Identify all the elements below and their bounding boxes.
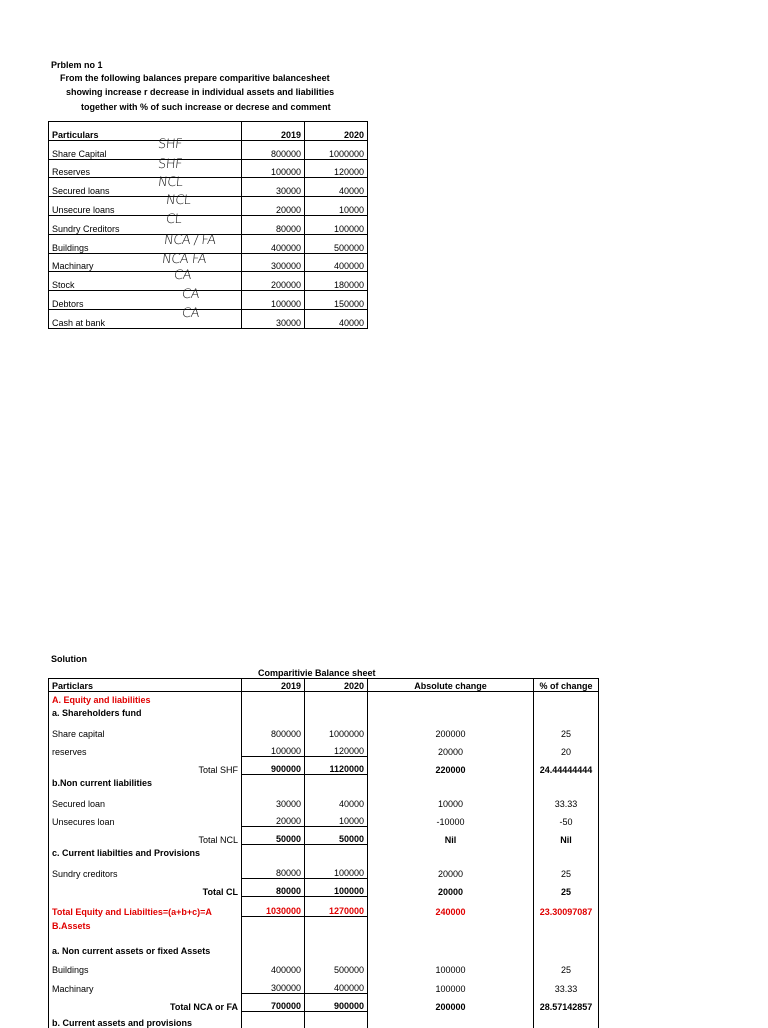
section-heading-row (49, 1012, 599, 1028)
row-2020: 10000 (305, 197, 368, 216)
handwritten-note: NCL (165, 193, 192, 208)
total-label: Total SHF (49, 757, 242, 775)
row-absolute-change: 20000 (368, 858, 534, 879)
total-absolute-change: 220000 (368, 757, 534, 775)
handwritten-note: CA (181, 287, 200, 302)
row-2019: 400000 (242, 234, 305, 253)
row-label: Secured loan (49, 788, 242, 809)
row-2019: 80000 (242, 215, 305, 234)
section-heading-row (49, 845, 599, 858)
header-particulars: Particlars (49, 679, 242, 692)
sheet-title: Comparitivie Balance sheet (258, 668, 376, 678)
row-2020: 40000 (305, 309, 368, 328)
header-2019: 2019 (242, 122, 305, 141)
total-absolute-change: 200000 (368, 994, 534, 1012)
row-percent-change: 25 (534, 858, 599, 879)
handwritten-note: CA (181, 306, 200, 321)
total-percent-change: 28.57142857 (534, 994, 599, 1012)
row-2019: 30000 (242, 788, 305, 809)
handwritten-note: NCA / FA (163, 233, 217, 248)
row-2020: 120000 (305, 159, 368, 178)
row-2019: 30000 (242, 309, 305, 328)
row-label: Buildings (49, 956, 242, 975)
total-row (49, 757, 599, 775)
table-row (49, 956, 599, 975)
row-absolute-change: 10000 (368, 788, 534, 809)
total-percent-change: 24.44444444 (534, 757, 599, 775)
section-heading: a. Shareholders fund (49, 705, 242, 718)
table-row (49, 159, 368, 178)
total-2020: 100000 (305, 879, 368, 897)
row-2019: 200000 (242, 272, 305, 291)
row-2020: 40000 (305, 178, 368, 197)
header-particulars: Particulars (49, 122, 242, 141)
row-2020: 500000 (305, 956, 368, 975)
table-row (49, 178, 368, 197)
problem-line-1: From the following balances prepare comparitive balancesheet (60, 73, 330, 83)
header-2020: 2020 (305, 679, 368, 692)
row-2019: 400000 (242, 956, 305, 975)
handwritten-note: SHF (157, 137, 183, 152)
grand-total-label: Total Equity and Liabilties=(a+b+c)=A (49, 897, 242, 917)
total-percent-change: 25 (534, 879, 599, 897)
table-row (49, 140, 368, 159)
total-label: Total NCL (49, 827, 242, 845)
row-absolute-change: 100000 (368, 956, 534, 975)
row-percent-change: 20 (534, 739, 599, 757)
row-percent-change: 33.33 (534, 975, 599, 994)
problem-balances-table (48, 121, 368, 329)
total-2019: 50000 (242, 827, 305, 845)
section-heading: b. Current assets and provisions (49, 1012, 242, 1028)
section-heading-row (49, 917, 599, 931)
total-2020: 900000 (305, 994, 368, 1012)
table-header-row (49, 679, 599, 692)
section-heading-row (49, 775, 599, 788)
row-label: Debtors (49, 291, 242, 310)
handwritten-note: SHF (157, 157, 183, 172)
total-absolute-change: 20000 (368, 879, 534, 897)
row-label: Machinary (49, 253, 242, 272)
table-row (49, 739, 599, 757)
row-2019: 20000 (242, 197, 305, 216)
grand-total-percent-change: 23.30097087 (534, 897, 599, 917)
total-2019: 80000 (242, 879, 305, 897)
grand-total-absolute-change: 240000 (368, 897, 534, 917)
handwritten-note: CL (165, 212, 183, 227)
row-2019: 80000 (242, 858, 305, 879)
table-row (49, 197, 368, 216)
section-heading: B.Assets (49, 917, 242, 931)
row-label: Share Capital (49, 140, 242, 159)
header-absolute-change: Absolute change (368, 679, 534, 692)
grand-total-row (49, 897, 599, 917)
section-heading-row (49, 705, 599, 718)
header-2019: 2019 (242, 679, 305, 692)
row-2020: 400000 (305, 253, 368, 272)
total-absolute-change: Nil (368, 827, 534, 845)
table-row (49, 215, 368, 234)
row-2020: 400000 (305, 975, 368, 994)
row-2020: 500000 (305, 234, 368, 253)
table-row (49, 858, 599, 879)
table-row (49, 718, 599, 739)
row-label: reserves (49, 739, 242, 757)
row-2019: 800000 (242, 718, 305, 739)
row-label: Reserves (49, 159, 242, 178)
grand-total-2019: 1030000 (242, 897, 305, 917)
section-heading: b.Non current liabilities (49, 775, 242, 788)
section-heading-row (49, 931, 599, 956)
handwritten-note: CA (173, 268, 192, 283)
row-label: Buildings (49, 234, 242, 253)
table-row (49, 975, 599, 994)
row-2020: 1000000 (305, 140, 368, 159)
total-2020: 1120000 (305, 757, 368, 775)
row-absolute-change: 100000 (368, 975, 534, 994)
table-row (49, 272, 368, 291)
row-label: Sundry Creditors (49, 215, 242, 234)
handwritten-note: NCL (157, 175, 184, 190)
row-2020: 40000 (305, 788, 368, 809)
row-2019: 300000 (242, 975, 305, 994)
row-2019: 800000 (242, 140, 305, 159)
row-percent-change: 33.33 (534, 788, 599, 809)
row-2020: 120000 (305, 739, 368, 757)
total-row (49, 879, 599, 897)
row-label: Share capital (49, 718, 242, 739)
row-2020: 1000000 (305, 718, 368, 739)
row-absolute-change: -10000 (368, 809, 534, 827)
row-2020: 10000 (305, 809, 368, 827)
row-2019: 30000 (242, 178, 305, 197)
table-row (49, 291, 368, 310)
row-2019: 100000 (242, 739, 305, 757)
row-absolute-change: 20000 (368, 739, 534, 757)
table-row (49, 809, 599, 827)
table-row (49, 788, 599, 809)
row-percent-change: -50 (534, 809, 599, 827)
row-label: Sundry creditors (49, 858, 242, 879)
grand-total-2020: 1270000 (305, 897, 368, 917)
row-2019: 300000 (242, 253, 305, 272)
row-label: Unsecure loans (49, 197, 242, 216)
comparative-balance-sheet-table (48, 678, 599, 1028)
row-label: Machinary (49, 975, 242, 994)
row-2020: 100000 (305, 215, 368, 234)
row-percent-change: 25 (534, 718, 599, 739)
problem-line-3: together with % of such increase or decrese and comment (81, 102, 331, 112)
row-2020: 180000 (305, 272, 368, 291)
row-label: Secured loans (49, 178, 242, 197)
total-label: Total NCA or FA (49, 994, 242, 1012)
handwritten-note: NCA FA (161, 252, 207, 267)
total-row (49, 827, 599, 845)
section-heading: A. Equity and liabilities (49, 692, 242, 705)
section-heading: c. Current liabilties and Provisions (49, 845, 242, 858)
table-row (49, 309, 368, 328)
total-2019: 700000 (242, 994, 305, 1012)
header-percent-change: % of change (534, 679, 599, 692)
total-row (49, 994, 599, 1012)
section-heading-row (49, 692, 599, 705)
row-2020: 100000 (305, 858, 368, 879)
problem-line-2: showing increase r decrease in individual assets and liabilities (66, 87, 335, 97)
total-2020: 50000 (305, 827, 368, 845)
total-percent-change: Nil (534, 827, 599, 845)
row-label: Unsecures loan (49, 809, 242, 827)
row-2019: 20000 (242, 809, 305, 827)
section-heading: a. Non current assets or fixed Assets (49, 931, 242, 956)
total-label: Total CL (49, 879, 242, 897)
row-2019: 100000 (242, 159, 305, 178)
table-row (49, 253, 368, 272)
header-2020: 2020 (305, 122, 368, 141)
table-header-row (49, 122, 368, 141)
row-label: Cash at bank (49, 309, 242, 328)
row-percent-change: 25 (534, 956, 599, 975)
row-2020: 150000 (305, 291, 368, 310)
problem-title: Prblem no 1 (51, 60, 103, 70)
row-label: Stock (49, 272, 242, 291)
row-2019: 100000 (242, 291, 305, 310)
total-2019: 900000 (242, 757, 305, 775)
row-absolute-change: 200000 (368, 718, 534, 739)
solution-title: Solution (51, 654, 87, 664)
